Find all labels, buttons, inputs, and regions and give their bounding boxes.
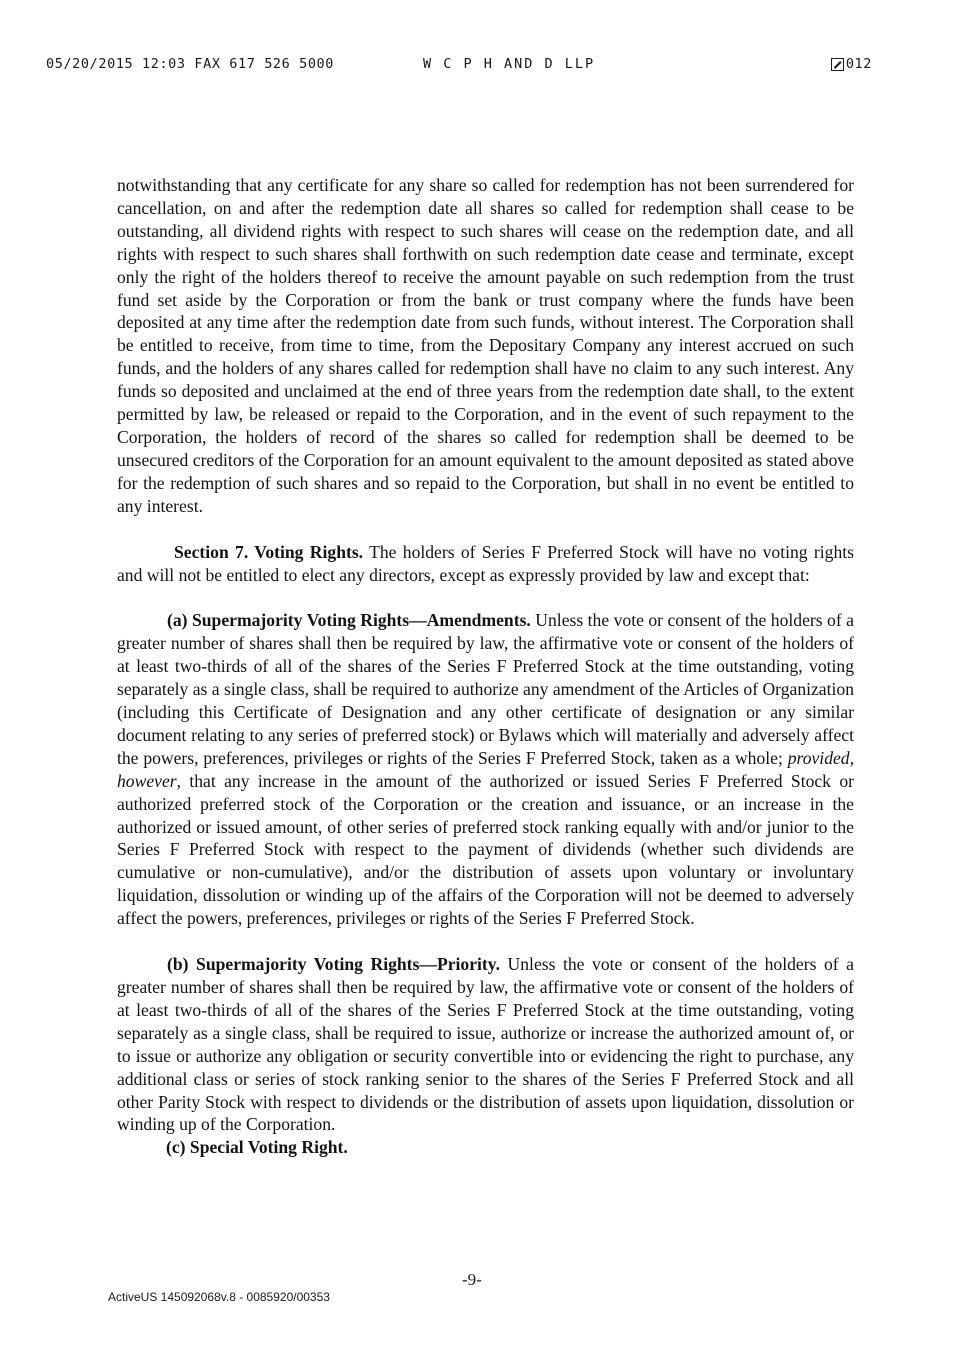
subsection-b-paragraph <box>117 953 854 1136</box>
subsection-b-heading: (b) Supermajority Voting Rights—Priority. <box>167 954 500 975</box>
document-body <box>117 174 854 1159</box>
fax-page-number: 012 <box>845 56 872 72</box>
continuation-paragraph: notwithstanding that any certificate for any share so called for redemption has not been surrendered for cancellation, on and after the redemption date all shares so called for redemption shall cease to be outstanding, all dividend rights with respect to such shares will cease on the redemption date, and all rights with respect to such shares shall forthwith on such redemption date cease and terminate, except only the right of the holders thereof to receive the amount payable on such redemption from the trust fund set aside by the Corporation or from the bank or trust company where the funds have been deposited at any time after the redemption date from such funds, without interest. The Corporation shall be entitled to receive, from time to time, from the Depositary Company any interest accrued on such funds, and the holders of any shares called for redemption shall have no claim to any such interest. Any funds so deposited and unclaimed at the end of three years from the redemption date shall, to the extent permitted by law, be released or repaid to the Corporation, and in the event of such repayment to the Corporation, the holders of record of the shares so called for redemption shall be deemed to be unsecured creditors of the Corporation for an amount equivalent to the amount deposited as stated above for the redemption of such shares and so repaid to the Corporation, but shall in no event be entitled to any interest. <box>117 175 854 516</box>
subsection-a-text-before: Unless the vote or consent of the holders of a greater number of shares shall then be required by law, the affirmative vote or consent of the holders of at least two-thirds of all of the shares of the Series F Preferred Stock at the time outstanding, voting separately as a single class, shall be required to authorize any amendment of the Articles of Organization (including this Certificate of Designation and any other certificate of designation or any similar document relating to any series of preferred stock) or Bylaws which will materially and adversely affect the powers, preferences, privileges or rights of the Series F Preferred Stock, taken as a whole; <box>117 610 854 768</box>
page-number: -9- <box>462 1270 482 1289</box>
subsection-c-heading: (c) Special Voting Right. <box>166 1137 348 1158</box>
subsection-b-text: Unless the vote or consent of the holders of a greater number of shares shall then be required by law, the affirmative vote or consent of the holders of at least two-thirds of all of the shares of the Series F Preferred Stock at the time outstanding, voting separately as a single class, shall be required to issue, authorize or increase the authorized amount of, or to issue or authorize any obligation or security convertible into or evidencing the right to purchase, any additional class or series of stock ranking senior to the shares of the Series F Preferred Stock and all other Parity Stock with respect to dividends or the distribution of assets upon liquidation, dissolution or winding up of the Corporation. <box>117 954 854 1135</box>
section-7-paragraph <box>117 541 854 587</box>
section-7-text: The holders of Series F Preferred Stock will have no voting rights and will not be entitled to elect any directors, except as expressly provided by law and except that: <box>117 541 854 585</box>
fax-page-counter <box>831 56 872 72</box>
subsection-a-proviso: provided, however <box>117 747 854 791</box>
fax-firm-name: W C P H AND D LLP <box>423 56 596 72</box>
fax-header <box>46 56 872 76</box>
section-7-heading: Section 7. Voting Rights. <box>174 541 364 562</box>
subsection-a-paragraph <box>117 609 854 930</box>
fax-datetime: 05/20/2015 12:03 FAX 617 526 5000 <box>46 56 335 72</box>
fax-page-icon <box>831 58 844 71</box>
document-id: ActiveUS 145092068v.8 - 0085920/00353 <box>108 1290 330 1304</box>
subsection-a-text-after: , that any increase in the amount of the authorized or issued Series F Preferred Stock or authorized preferred stock of the Corporation or the creation and issuance, or an increase in the authorized or issued amount, of other series of preferred stock ranking equally with and/or junior to the Series F Preferred Stock with respect to the payment of dividends (whether such dividends are cumulative or non-cumulative), and/or the distribution of assets upon voluntary or involuntary liquidation, dissolution or winding up of the affairs of the Corporation will not be deemed to adversely affect the powers, preferences, privileges or rights of the Series F Preferred Stock. <box>117 770 854 929</box>
subsection-a-heading: (a) Supermajority Voting Rights—Amendments. <box>167 610 531 631</box>
